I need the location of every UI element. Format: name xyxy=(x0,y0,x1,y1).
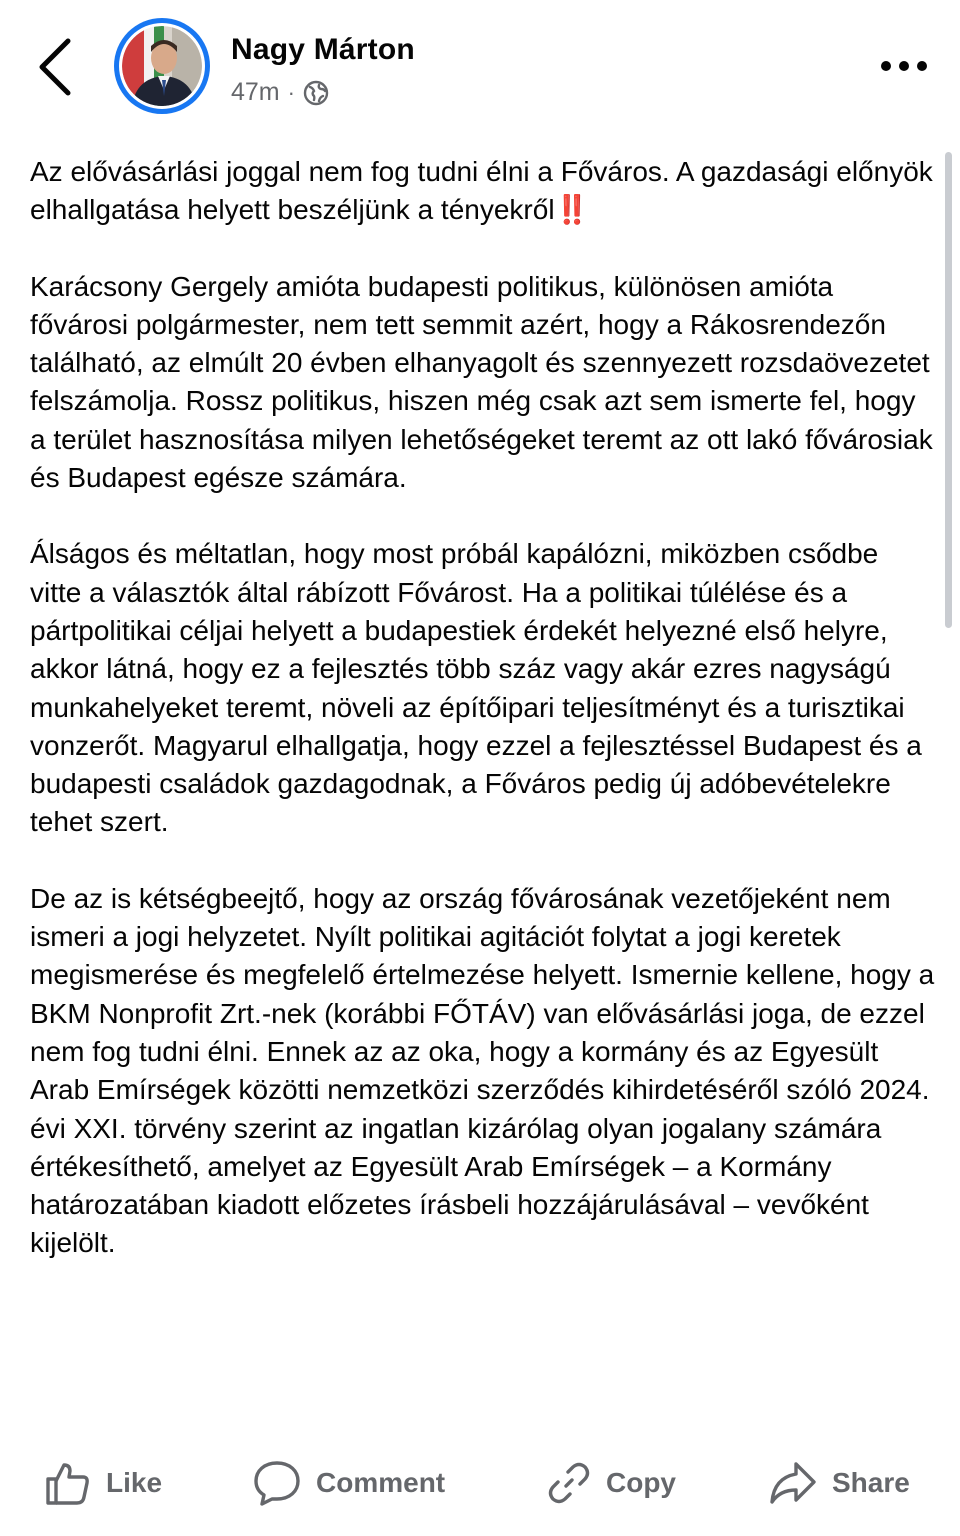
copy-button[interactable] xyxy=(546,1458,676,1508)
avatar[interactable] xyxy=(114,18,210,114)
post-paragraph: Álságos és méltatlan, hogy most próbál kapálózni, miközben csődbe vitte a választók által rábízott Fővárost. Ha a politikai túlélése és a pártpolitikai céljai helyett a budapestiek érdekét helyezné első helyre, akkor látná, hogy ez a fejlesztés több száz vagy akár ezres nagyságú munkahelyeket teremt, növeli az építőipari teljesítményt és a turisztikai vonzerőt. Magyarul elhallgatja, hogy ezzel a fejlesztéssel Budapest és a budapesti családok gazdagodnak, a Főváros pedig új adóbevételekre tehet szert. xyxy=(30,538,922,838)
post-meta xyxy=(231,78,329,107)
scrollbar[interactable] xyxy=(945,152,952,628)
post-paragraph: De az is kétségbeejtő, hogy az ország fővárosának vezetőjeként nem ismeri a jogi helyzetet. Nyílt politikai agitációt folytat a jogi keretek megismerése és megfelelő értelmezése helyett. Ismernie kellene, hogy a BKM Nonprofit Zrt.-nek (korábbi FŐTÁV) van elővásárlási joga, de ezzel nem fog tudni élni. Ennek az az oka, hogy a kormány és az Egyesült Arab Emírségek közötti nemzetközi szerződés kihirdetéséről szóló 2024. évi XXI. törvény szerint az ingatlan kizárólag olyan jogalany számára értékesíthető, amelyet az Egyesült Arab Emírségek – a Kormány határozatában kiadott előzetes írásbeli hozzájárulásával – vevőként kijelölt. xyxy=(30,882,935,1259)
author-name[interactable]: Nagy Márton xyxy=(231,33,415,66)
share-arrow-icon xyxy=(768,1460,818,1506)
post-time[interactable]: 47m xyxy=(231,78,280,106)
back-button[interactable] xyxy=(30,35,80,99)
double-exclamation-emoji: ‼️ xyxy=(554,194,587,226)
link-icon xyxy=(546,1460,592,1506)
paragraph-text: Az elővásárlási joggal nem fog tudni élni a Főváros. A gazdasági előnyök elhallgatása helyett beszéljünk a tényekről xyxy=(30,156,933,226)
globe-icon xyxy=(303,80,329,106)
post-paragraph: Karácsony Gergely amióta budapesti politikus, különösen amióta fővárosi polgármester, nem tett semmit azért, hogy a Rákosrendezőn található, az elmúlt 20 évben elhanyagolt és szennyezett rozsdaövezetet felszámolja. Rossz politikus, hiszen még csak azt sem ismerte fel, hogy a terület hasznosítása milyen lehetőségeket teremt az ott lakó fővárosiak és Budapest egésze számára. xyxy=(30,270,933,494)
more-dots-icon xyxy=(878,52,930,80)
meta-separator: · xyxy=(287,79,295,105)
comment-label: Comment xyxy=(316,1467,446,1498)
profile-photo-icon xyxy=(122,26,202,106)
chevron-left-icon xyxy=(30,35,80,99)
post-actions xyxy=(0,1440,960,1530)
post-header xyxy=(0,0,960,135)
comment-bubble-icon xyxy=(252,1459,302,1507)
post-paragraph xyxy=(30,153,935,230)
more-options-button[interactable] xyxy=(878,52,930,80)
like-button[interactable] xyxy=(44,1458,162,1508)
copy-label: Copy xyxy=(606,1467,676,1498)
like-label: Like xyxy=(106,1467,163,1498)
comment-button[interactable] xyxy=(252,1458,445,1508)
thumbs-up-icon xyxy=(44,1459,92,1507)
share-label: Share xyxy=(832,1467,910,1498)
share-button[interactable] xyxy=(768,1458,910,1508)
post-text xyxy=(30,153,935,1301)
